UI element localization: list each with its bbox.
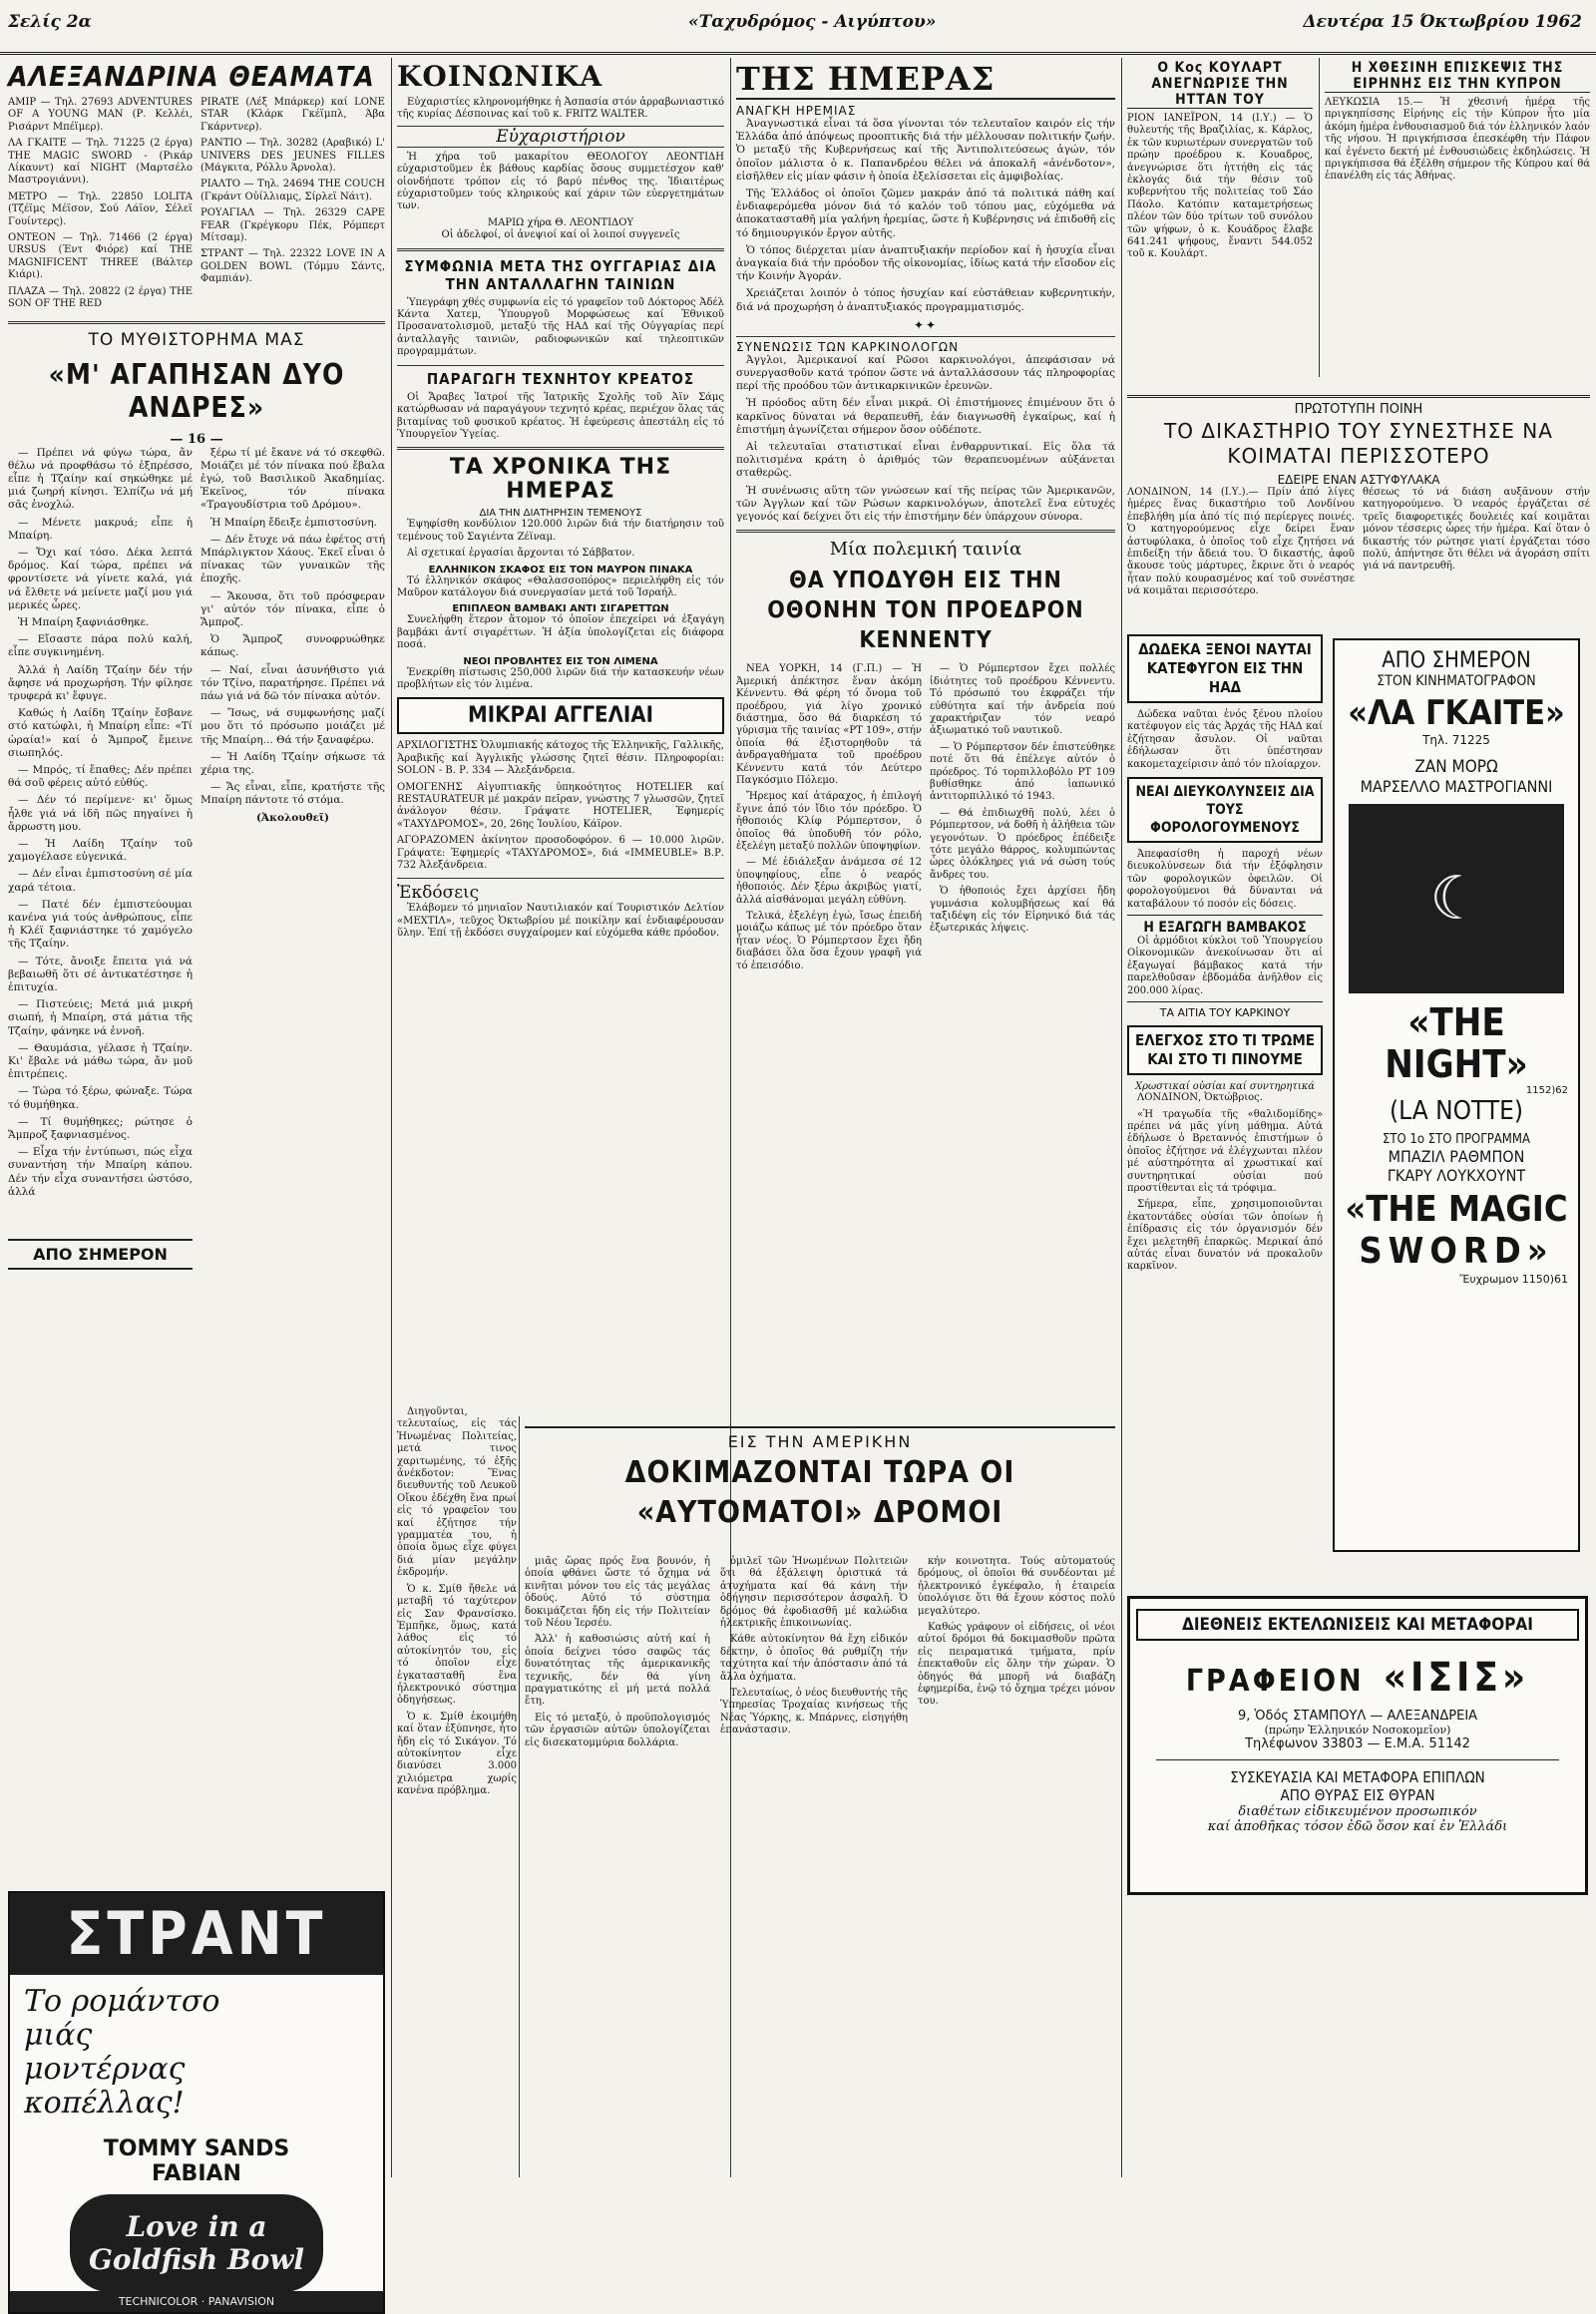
cancer2-paragraph: «Ἡ τραγωδία τῆς «θαλιδομίδης» πρέπει νά μᾶς γίνη μάθημα. Αὐτά ἐδήλωσε ὁ Βρεταννός ἐπιστήμων ὁ ὁποῖος ἐζήτησε νά ἐλέγχωνται πλέον μέ αὐστηρότητα αἱ χρωστικαί καί συντηρητικαί οὐσίαι πού προστίθενται εἰς τά τρόφιμα. — [1127, 1108, 1323, 1194]
isis-address: 9, Ὁδός ΣΤΑΜΠΟΥΛ — ΑΛΕΞΑΝΔΡΕΙΑ — [1237, 1709, 1478, 1724]
isis-phone: Τηλέφωνον 33803 — Ε.Μ.Α. 51142 — [1245, 1736, 1470, 1751]
novel-paragraph: ξέρω τί μέ ἔκανε νά τό σκεφθῶ. Μοιάζει μέ τόν πίνακα πού ἔβαλα ἐγώ, τοῦ Βασιλικοῦ Ἀκαδημίας. Ἐκεῖνος, τόν πίνακα «Τραγουδίστρια τοῦ Δρόμου». — [200, 446, 385, 512]
brief-heading: ΝΕΟΙ ΠΡΟΒΛΗΤΕΣ ΕΙΣ ΤΟΝ ΛΙΜΕΝΑ — [463, 655, 658, 667]
editions-title: Ἐκδόσεις — [397, 883, 480, 904]
classifieds-box — [397, 697, 724, 734]
film-still-image: ☾ — [1349, 804, 1564, 993]
film-paragraph: Ἤρεμος καί ἀτάραχος, ἡ ἐπιλογή ἔγινε ἀπό τόν ἴδιο τόν πρόεδρο. Ὁ ἠθοποιός Κλίφ Ρόμπερτσον, ὁ ὁποῖος θά ὑποδυθῆ τόν ρόλο, ἐξελέγη μεταξύ πολλῶν ὑποψηφίων. — [736, 791, 922, 852]
classified-item: ΟΜΟΓΕΝΗΣ Αἰγυπτιακῆς ὑπηκοότητος HOTELIER καί RESTAURATEUR μέ μακράν πεῖραν, γνώστης 7 γλωσσῶν, ζητεῖ ἀνάλογον θέσιν. Γράψατε HOTELIER, Ἐφημερίς «ΤΑΧΥΔΡΟΜΟΣ», 20, 26ης Ἰουλίου, Κάϊρον. — [397, 781, 724, 830]
novel-paragraph: — Ἄς εἶναι, εἶπε, κρατήστε τῆς Μπαίρη πάντοτε τό στόμα. — [200, 781, 385, 807]
novel-paragraph: Ὁ Ἄμπροζ συνοφρυώθηκε κάπως. — [200, 633, 385, 659]
strand-ad-header: ΑΠΟ ΣΗΜΕΡΟΝ — [8, 1239, 193, 1270]
cyprus-title: Η ΧΘΕΣΙΝΗ ΕΠΙΣΚΕΨΙΣ ΤΗΣ ΕΙΡΗΝΗΣ ΕΙΣ ΤΗΝ ΚΥΠΡΟΝ — [1325, 60, 1590, 93]
cinema-ad-code: Ἔυχρωμον 1150)61 — [1459, 1273, 1568, 1286]
brief-sub: ΔΙΑ ΤΗΝ ΔΙΑΤΗΡΗΣΙΝ ΤΕΜΕΝΟΥΣ — [479, 508, 642, 520]
right-news-column — [1127, 628, 1323, 1636]
novel-paragraph: — Ἄκουσα, ὅτι τοῦ πρόσφεραν γι' αὐτόν τόν πίνακα, εἶπε ὁ Ἄμπροζ. — [200, 589, 385, 628]
brief-heading: ΕΠΙΠΛΕΟΝ ΒΑΜΒΑΚΙ ΑΝΤΙ ΣΙΓΑΡΕΤΤΩΝ — [452, 603, 669, 615]
day-paragraph: Χρειάζεται λοιπόν ὁ τόπος ἡσυχίαν καί εὐστάθειαν κυβερνητικήν, διά νά προχωρήση ὁ ἀναπτυξιακός προγραμματισμός. — [736, 287, 1115, 313]
la-gaite-ad — [1333, 638, 1580, 1552]
novel-paragraph: — Εἶχα τήν ἐντύπωσι, πώς εἶχα συναντήση τήν Μπαίρη κάπου. Δέν τήν εἶχα συναντήσει ὡστόσο, ἀλλά — [8, 1146, 193, 1198]
paper-name: «Ταχυδρόμος - Αιγύπτου» — [688, 12, 937, 32]
cancer-title: ΣΥΝΕΝΩΣΙΣ ΤΩΝ ΚΑΡΚΙΝΟΛΟΓΩΝ — [736, 336, 1115, 354]
sailors-title: ΔΩΔΕΚΑ ΞΕΝΟΙ ΝΑΥΤΑΙ ΚΑΤΕΦΥΓΟΝ ΕΙΣ ΤΗΝ ΗΑΔ — [1138, 640, 1312, 696]
film-paragraph: Ὁ ἠθοποιός ἔχει ἀρχίσει ἤδη γυμνάσια κολυμβήσεως καί θά ταξιδέψη εἰς τόν Εἰρηνικό διά τάς ἐξωτερικάς λήψεις. — [930, 886, 1115, 935]
strand-ad-actor: TOMMY SANDS — [103, 2135, 290, 2161]
classifieds-title: ΜΙΚΡΑΙ ΑΓΓΕΛΙΑΙ — [468, 703, 653, 729]
novel-paragraph: — Εἴσαστε πάρα πολύ καλή, εἶπε συγκινημένη. — [8, 633, 193, 659]
novel-paragraph: — Πρέπει νά φύγω τώρα, ἄν θέλω νά προφθάσω τό ἐξπρέσσο, εἶπε ἡ Τζαίην καί σηκώθηκε μέ μιά ζωηρή κίνησι. Ἐλπίζω νά μή σᾶς ἐνοχλώ. — [8, 446, 193, 512]
novel-paragraph: — Ἴσως, νά συμφωνήσης μαζί μου ὅτι τό πρόσωπο μοιάζει μέ τῆς Μπαίρη... Θά τήν ξαναφέρω. — [200, 707, 385, 746]
isis-title: ΔΙΕΘΝΕΙΣ ΕΚΤΕΛΩΝΙΣΕΙΣ ΚΑΙ ΜΕΤΑΦΟΡΑΙ — [1136, 1609, 1579, 1641]
classified-item: ΑΡΧΙΛΟΓΙΣΤΗΣ Ὀλυμπιακής κάτοχος τῆς Ἑλληνικῆς, Γαλλικῆς, Ἀραβικῆς καί Ἀγγλικῆς γλώσσης ζητεῖ θέσιν. Πληροφορίαι: SOLON - Β. Ρ. 334 — Ἀλεξάνδρεια. — [397, 740, 724, 777]
isis-address-note: (πρώην Ἑλληνικόν Νοσοκομεῖον) — [1264, 1724, 1451, 1736]
meat-body: Οἱ Ἄραβες Ἰατροί τῆς Ἰατρικῆς Σχολῆς τοῦ Ἀϊν Σάμς κατώρθωσαν νά παραγάγουν τεχνητό κρέας, περιέχον ὅλας τάς βιταμίνας τοῦ φυσικοῦ κρέατος. Ἡ ἐφεύρεσις ἀπεστάλη εἰς τό Ὑπουργεῖον Ὑγείας. — [397, 391, 724, 440]
argentina-story — [1127, 58, 1313, 387]
novel-paragraph: — Τότε, ἄνοιξε ἔπειτα γιά νά βεβαιωθῆ ὅτι σέ ἀντικατέστησε ἡ ἐπιτυχία. — [8, 955, 193, 994]
cancer-paragraph: Ἡ συνένωσις αὕτη τῶν γνώσεων καί τῆς πείρας τῶν Ἀμερικανῶν, τῶν Ἀγγλων καί τῶν Ρώσων καρκινολόγων, ἀποτελεῖ ἕνα εὐτυχές γεγονός καί δείχνει ὅτι εἰς τήν ἐπιστήμην δέν ὑπάρχουν σύνορα. — [736, 484, 1115, 524]
tax-body: Ἀπεφασίσθη ἡ παροχή νέων διευκολύνσεων διά τήν ἐξόφλησιν τῶν φορολογικῶν ὀφειλῶν. Οἱ φορολογούμενοι θά δύνανται νά καταβάλουν τό ποσόν εἰς δόσεις. — [1127, 849, 1323, 910]
film-title: ΘΑ ΥΠΟΔΥΘΗ ΕΙΣ ΤΗΝ ΟΘΟΝΗΝ ΤΟΝ ΠΡΟΕΔΡΟΝ ΚΕΝΝΕΝΤΥ — [767, 568, 1084, 654]
novel-paragraph: Καθώς ἡ Λαίδη Τζαίην ἔσβανε στό κατώφλι, ἡ Μπαίρη εἶπε: «Τί ὡραία!» καί ὁ Ἄμπροζ ἔμεινε σιωπηλός. — [8, 707, 193, 759]
novel-paragraph: — Δέν τό περίμενε· κι' ὅμως ἦλθε γιά νά ἰδῆ πῶς πηγαίνει ἡ ἄρρωστη μου. — [8, 794, 193, 833]
isis-ad — [1127, 1596, 1588, 1895]
cancer-paragraph: Ἡ πρόοδος αὕτη δέν εἶναι μικρά. Οἱ ἐπιστήμονες ἐπιμένουν ὅτι ὁ καρκῖνος δύναται νά θεραπευθῆ, ἐάν διαγνωσθῆ ἐγκαίρως, καί ἡ ἐπιστήμη ἀγωνίζεται σήμερον ὅσον οὐδέποτε. — [736, 397, 1115, 436]
masthead-strip — [0, 0, 1596, 55]
cinema-ad-actor: ΜΠΑΖΙΛ ΡΑΘΜΠΟΝ — [1388, 1147, 1525, 1166]
day-paragraph: Ἀναγνωστικά εἶναι τά ὅσα γίνονται τόν τελευταῖον καιρόν εἰς τήν Ἑλλάδα ἀπό ἀπόψεως προοπτικῆς διά τήν μέλλουσαν πολιτικήν ζωήν. Ὁ μεταξύ τῆς Κυβερνήσεως καί τῆς Ἀντιπολιτεύσεως ἀγών, τόν ὁποῖον μάλιστα ὁ κ. Παπανδρέου θέλει νά ἀποκαλῆ «ἀνένδοτον», εἰσῆλθεν εἰς μίαν φάσιν ἡ ὁποία ἐξελίσσεται εἰς ἀμφιβολίας. — [736, 118, 1115, 183]
strand-ad-venue: ΣΤΡΑΝΤ — [10, 1893, 383, 1975]
cinema-ad-line: ΣΤΟ 1ο ΣΤΟ ΠΡΟΓΡΑΜΜΑ — [1382, 1132, 1530, 1147]
america-paragraph: κήν κοινοτητα. Τούς αὐτοματούς δρόμους, οἱ ὁποῖοι θά συνδέονται μέ ἠλεκτρονικό ἐγκέφαλο, ἡ ἐταιρεία ὑπολόγισε ὅτι θά ἔχουν κόστος πολύ μεγαλύτερο. — [918, 1556, 1115, 1617]
court-title: ΤΟ ΔΙΚΑΣΤΗΡΙΟ ΤΟΥ ΣΥΝΕΣΤΗΣΕ ΝΑ ΚΟΙΜΑΤΑΙ ΠΕΡΙΣΣΟΤΕΡΟ — [1164, 419, 1553, 468]
cinema-ad-line: ΑΠΟ ΣΗΜΕΡΟΝ — [1382, 648, 1531, 673]
theater-entry: ΡΑΝΤΙΟ — Τηλ. 30282 (Αραβικό) L' UNIVERS DES JEUNES FILLES (Μάγκιτα, Ρόλλυ Άρνολα). — [200, 138, 385, 175]
day-paragraph: Τῆς Ἑλλάδος οἱ ὁποῖοι ζῶμεν μακράν ἀπό τά πολιτικά πάθη καί ἐνδιαφερόμεθα μόνον διά τό καλόν τοῦ τόπου μας, εὐχόμεθα νά ἀποκατασταθῆ μία γαλήνη ἠρεμίας, ὥστε ἡ Κυβέρνησις νά ἐπιδοθῆ εἰς τό δημιουργικόν ἔργον αὐτῆς. — [736, 188, 1115, 239]
novel-paragraph: — Ὄχι καί τόσο. Δέκα λεπτά δρόμος. Καί τώρα, πρέπει νά φροντίσετε νά γίνετε καλά, γιά νά ἔλθετε νά μείνετε μαζί μου γιά μερικές ὧρες. — [8, 546, 193, 611]
strand-ad-film: Love in a Goldfish Bowl — [70, 2194, 323, 2292]
novel-title: «Μ' ΑΓΑΠΗΣΑΝ ΔΥΟ ΑΝΔΡΕΣ» — [48, 357, 345, 424]
novel-paragraph: — Ἡ Λαίδη Τζαίην σήκωσε τά χέρια της. — [200, 750, 385, 776]
america-paragraph: Κάθε αὐτοκίνητον θά ἔχη εἰδικόν δέκτην, ὁ ὁποῖος θά ρυθμίζη τήν ταχύτητα καί τήν ἀπόστασιν ἀπό τά ἄλλα ὀχήματα. — [720, 1634, 908, 1683]
strand-ad-footer: TECHNICOLOR · PANAVISION — [10, 2291, 383, 2312]
theater-entry: ΡΙΑΛΤΟ — Τηλ. 24694 THE COUCH (Γκράντ Οὐίλλιαμς, Σίρλεϊ Νάιτ). — [200, 179, 385, 202]
day-title: ΤΗΣ ΗΜΕΡΑΣ — [736, 60, 1115, 100]
cyprus-story — [1325, 58, 1590, 387]
cinema-ad-film-alt: (LA NOTTE) — [1389, 1096, 1524, 1126]
court-body: ΛΟΝΔΙΝΟΝ, 14 (Ι.Υ.).— Πρίν ἀπό λίγες ἡμέρες ἕνας δικαστήριο τοῦ Λονδίνου ἐπεβλήθη μία ἀπό τίς πιό περίεργες ποινές. Ὁ κατηγορούμενος εἶχε δείρει ἕναν ἀστυφύλακα, ὁ ὁποῖος τοῦ εἶχε ζητήσει νά ἐπιδείξη τήν ἄδειά του. Ὁ δικαστής, ἀφοῦ ἄκουσε τούς μάρτυρες, ἔκρινε ὅτι ὁ νεαρός ἦταν πολύ κουρασμένος καί τοῦ συνέστησε νά κοιμᾶται περισσότερο. — [1127, 487, 1355, 597]
cotton-title: Η ΕΞΑΓΩΓΗ ΒΑΜΒΑΚΟΣ — [1127, 915, 1323, 936]
cinema-ad-actor: ΓΚΑΡΥ ΛΟΥΚΧΟΥΝΤ — [1387, 1166, 1526, 1185]
strand-ad-actor: FABIAN — [152, 2160, 241, 2186]
sailors-body: Δώδεκα ναῦται ἑνός ξένου πλοίου κατέφυγον εἰς τάς Ἀρχάς τῆς ΗΑΔ καί ἐζήτησαν ἄσυλον. Οἱ ναῦται ἐδήλωσαν ὅτι ὑπέστησαν κακομεταχείρισιν ἀπό τόν πλοίαρχον. — [1127, 709, 1323, 770]
brief-text: Ἐνεκρίθη πίστωσις 250,000 λιρῶν διά τήν κατασκευήν νέων προβλήτων εἰς τόν λιμένα. — [397, 666, 724, 690]
film-paragraph: — Θά ἐπιδιωχθῆ πολύ, λέει ὁ Ρόμπερτσον, νά δοθῆ ἡ ἀλήθεια τῶν γεγονότων. Ὁ πρόεδρος ἐπέδειξε τότε μεγάλο θάρρος, κολυμπώντας ὧρες ὁλόκληρες γιά νά σώση τούς ἄνδρες του. — [930, 807, 1115, 881]
separator-icon: ✦✦ — [913, 317, 939, 332]
argentina-title: Ο Κος ΚΟΥΛΑΡΤ ΑΝΕΓΝΩΡΙΣΕ ΤΗΝ ΗΤΤΑΝ ΤΟΥ — [1127, 60, 1313, 109]
cinema-ad-actor: ΖΑΝ ΜΟΡΩ — [1414, 757, 1498, 777]
america-col-2 — [525, 1556, 710, 2170]
cotton-body: Οἱ ἁρμόδιοι κύκλοι τοῦ Ὑπουργείου Οἰκονομικῶν ἀνεκοίνωσαν ὅτι αἱ ἐξαγωγαί βάμβακος κατά τήν παρελθοῦσαν ἑβδομάδα ἀνῆλθον εἰς 200.000 λίρας. — [1127, 936, 1323, 996]
novel-paragraph: — Πιστεύεις; Μετά μιά μικρή σιωπή, ἡ Μπαίρη, στά μάτια τῆς Τζαίην, φάνηκε νά ἐννοῆ. — [8, 998, 193, 1037]
issue-date: Δευτέρα 15 Όκτωβρίου 1962 — [1303, 12, 1582, 32]
thanks-title: Εὐχαριστήριον — [397, 126, 724, 148]
theater-entry: ΠΛΑΖΑ — Τηλ. 20822 (2 έργα) THE SON OF THE RED — [8, 285, 193, 310]
america-paragraph: μιᾶς ὥρας πρός ἕνα βουνόν, ἡ ὁποία φθάνει ὥστε τό ὄχημα νά κινῆται μόνον του εἰς τάς μεγάλας ὁδούς. Αὐτό τό σύστημα δοκιμάζεται ἤδη εἰς τήν Πολιτείαν τοῦ Νέου Ἰερσέυ. — [525, 1556, 710, 1630]
theater-entry: PIRATE (Λέξ Μπάρκερ) καί LONE STAR (Κλάρκ Γκέϊμπλ, Άβα Γκάρντνερ). — [200, 97, 385, 133]
america-paragraph: Διηγοῦνται, τελευταίως, εἰς τάς Ἡνωμένας Πολιτείας, μετά τινος χαριτωμένης, τό ἑξῆς ἀνέκδοτον: Ἕνας διευθυντής τοῦ Λευκοῦ Οἴκου ἐδέχθη ἕνα πρωί εἰς τό γραφεῖον του καί ἐζήτησε τήν γραμματέα του, ἡ ὁποία ὅμως εἶχε φύγει διά μίαν μεγάλην ἐκδρομήν. — [397, 1406, 517, 1579]
brief-text: Αἱ σχετικαί ἐργασίαι ἄρχονται τό Σάββατον. — [407, 548, 635, 560]
novel-kicker: ΤΟ ΜΥΘΙΣΤΟΡΗΜΑ ΜΑΣ — [88, 329, 305, 350]
theater-entry: ΜΕΤΡΟ — Τηλ. 22850 LOLITA (Τζέϊμς Μέϊσον, Σού Λάϊον, Σέλεϊ Γουίντερς). — [8, 191, 193, 227]
america-paragraph: Ἀλλ' ἡ καθοσιώσις αὐτή καί ἡ ὁποία δείχνει τόσο σαφῶς τάς δυνατότητας τῆς ἀμερικανικῆς τεχνικῆς, δέν θά γίνη πραγματικότης εἰ μή μετά πολλά ἔτη. — [525, 1634, 710, 1708]
isis-name: «ΙΣΙΣ» — [1383, 1655, 1530, 1701]
theater-entry: ΟΝΤΕΟΝ — Τηλ. 71466 (2 έργα) URSUS (Έντ Φιόρε) καί THE MAGNIFICENT THREE (Βάλτερ Κιάρι). — [8, 232, 193, 281]
cinema-ad-code: 1152)62 — [1525, 1085, 1568, 1096]
theater-entry: ΛΑ ΓΚΑΙΤΕ — Τηλ. 71225 (2 έργα) THE MAGIC SWORD - (Ρικάρ Λίκαυντ) καί NIGHT (Μαρτσέλο Μαστρογιάννι). — [8, 138, 193, 187]
cinema-ad-actor: ΜΑΡΣΕΛΛΟ ΜΑΣΤΡΟΓΙΑΝΝΙ — [1360, 777, 1553, 796]
court-story — [1127, 395, 1590, 627]
cancer2-paragraph: Σήμερα, εἶπε, χρησιμοποιοῦνται ἑκατοντάδες οὐσίαι τῶν ὁποίων ἡ ἐπίδρασις εἰς τόν ὀργανισμόν δέν ἔχει μελετηθῆ ἐπαρκῶς. Μερικαί ἀπό αὐτάς εἶναι δυνατόν νά προκαλοῦν καρκῖνον. — [1127, 1199, 1323, 1273]
cancer-paragraph: Αἱ τελευταῖαι στατιστικαί εἶναι ἐνθαρρυντικαί. Εἰς ὅλα τά πολιτισμένα κράτη ὁ ἀριθμός τῶν θεραπευομένων αὐξάνεται σταθερῶς. — [736, 441, 1115, 480]
social-column — [397, 58, 724, 1416]
novel-paragraph: — Δέν ἔτυχε νά πάω ἐφέτος στή Μπάρλιγκτον Χάους. Ἐκεῖ εἶναι ὁ πίνακας τῶν γυναικῶν τῆς ἐποχῆς. — [200, 533, 385, 585]
cinema-ad-venue: «ΛΑ ΓΚΑΙΤΕ» — [1348, 693, 1565, 733]
isis-line: ΑΠΟ ΘΥΡΑΣ ΕΙΣ ΘΥΡΑΝ — [1280, 1786, 1435, 1804]
novel-paragraph: — Δέν εἶναι ἐμπιστοσύνη σέ μία χαρά τέτοια. — [8, 868, 193, 894]
court-sub: ΕΔΕΙΡΕ ΕΝΑΝ ΑΣΤΥΦΥΛΑΚΑ — [1277, 473, 1440, 487]
strand-ad-tagline: Το ρομάντσο μιάς μοντέρνας κοπέλλας! — [24, 1983, 220, 2121]
cancer2-kicker: ΤΑ ΑΙΤΙΑ ΤΟΥ ΚΑΡΚΙΝΟΥ — [1127, 1001, 1323, 1019]
cinema-ad-film: SWORD» — [1359, 1231, 1554, 1272]
cancer2-title: ΕΛΕΓΧΟΣ ΣΤΟ ΤΙ ΤΡΩΜΕ ΚΑΙ ΣΤΟ ΤΙ ΠΙΝΟΥΜΕ — [1134, 1031, 1315, 1069]
theaters-listing — [8, 97, 385, 315]
theater-entry: ΣΤΡΑΝΤ — Τηλ. 22322 LOVE IN A GOLDEN BOWL (Τόμμυ Σάντς, Φαμπιάν). — [200, 248, 385, 285]
novel-paragraph: Ἡ Μπαίρη ξαφνιάσθηκε. — [18, 615, 150, 628]
film-body — [736, 663, 1115, 976]
film-kicker: Μία πολεμική ταινία — [829, 539, 1022, 561]
brief-heading: ΕΛΛΗΝΙΚΟΝ ΣΚΑΦΟΣ ΕΙΣ ΤΟΝ ΜΑΥΡΟΝ ΠΙΝΑΚΑ — [428, 564, 693, 576]
editions-body: Ἐλάβομεν τό μηνιαῖον Ναυτιλιακόν καί Τουριστικόν Δελτίον «ΜΕΧΤΙΛ», τεῦχος Ὀκτωβρίου μέ ποικίλην καί ἐνδιαφέρουσαν ὕλην. Ἐπί τῇ ἐκδόσει συγχαίρομεν καί εὐχόμεθα κάθε πρόοδον. — [397, 903, 724, 940]
america-col-3 — [720, 1556, 908, 2170]
novel-paragraph: — Ναί, εἶναι ἀσυνήθιστο γιά τόν Τζίνο, παρατήρησε. Πρέπει νά πάω γιά νά δῶ τόν πίνακα αὐτόν. — [200, 663, 385, 702]
america-col-4 — [918, 1556, 1115, 2170]
hungary-title: ΣΥΜΦΩΝΙΑ ΜΕΤΑ ΤΗΣ ΟΥΓΓΑΡΙΑΣ ΔΙΑ ΤΗΝ ΑΝΤΑΛΛΑΓΗΝ ΤΑΙΝΙΩΝ — [404, 256, 717, 293]
strand-ad — [8, 1891, 385, 2314]
cancer2-sub: Χρωστικαί οὐσίαι καί συντηρητικά — [1134, 1081, 1316, 1093]
theaters-title: ΑΛΕΞΑΝΔΡΙΝΑ ΘΕΑΜΑΤΑ — [8, 60, 375, 93]
social-intro: Εὐχαριστίες κληρονομήθηκε ἡ Ἀσπασία στόν ἀρραβωνιαστικό τῆς κυρίας Δέσποινας καί τοῦ κ. FRITZ WALTER. — [397, 97, 724, 121]
meat-title: ΠΑΡΑΓΩΓΗ ΤΕΧΝΗΤΟΥ ΚΡΕΑΤΟΣ — [426, 369, 695, 388]
court-kicker: ΠΡΩΤΟΤΥΠΗ ΠΟΙΝΗ — [1294, 402, 1423, 417]
brief-text: Ἐψηφίσθη κονδύλιον 120.000 λιρῶν διά τήν διατήρησιν τοῦ τεμένους τοῦ Σαγιέντα Ζέϊναμ. — [397, 519, 724, 543]
america-paragraph: Εἰς τό μεταξύ, ὁ προϋπολογισμός τῶν ἐργασιῶν αὐτῶν ὑπολογίζεται εἰς δισεκατομμύρια δολλάρια. — [525, 1712, 710, 1748]
novel-paragraph: — Μπρός, τί ἔπαθες; Δέν πρέπει θά σοῦ φέρεις αὐτό εὐθύς. — [8, 763, 193, 790]
novel-paragraph: — Ἡ Λαίδη Τζαίην τοῦ χαμογέλασε εὐγενικά. — [8, 837, 193, 864]
film-paragraph: — Μέ ἐδιάλεξαν ἀνάμεσα σέ 12 ὑποψηφίους, εἶπε ὁ νεαρός ἠθοποιός. Δέν ξέρω ἀκριβῶς γιατί, ἀλλά αἰσθάνομαι μεγάλη εὐθύνη. — [736, 857, 922, 906]
film-paragraph: — Ὁ Ρόμπερτσον ἔχει πολλές ἰδιότητες τοῦ προέδρου Κέννεντυ. Τό πρόσωπό του ἐκφράζει τήν εὐθύτητα καί τήν ἀνδρεία πού χαρακτήριζαν τόν νεαρό ἀξιωματικό τοῦ ναυτικοῦ. — [930, 663, 1115, 737]
thanks-signature: ΜΑΡΙΩ χήρα Θ. ΛΕΟΝΤΙΔΟΥ Οἱ ἀδελφοί, οἱ ἀνεψιοί καί οἱ λοιποί συγγενεῖς — [441, 216, 680, 241]
day-paragraph: Ὁ τόπος διέρχεται μίαν ἀναπτυξιακήν περίοδον καί ἡ ἡσυχία εἶναι ἀναγκαία διά τήν πρόοδον τῆς οἰκονομίας, ἰδίως κατά τήν εἴσοδον εἰς τήν Κοινήν Ἀγοράν. — [736, 243, 1115, 283]
hungary-body: Ὑπεγράφη χθές συμφωνία εἰς τό γραφεῖον τοῦ Δόκτορος Ἀδέλ Κάντα Χατεμ, Ὑπουργοῦ Μορφώσεως καί Ἐθνικοῦ Προσανατολισμοῦ, μεταξύ τῆς ΗΑΔ καί τῆς Οὐγγαρίας περί ἀνταλλαγῆς ταινιῶν, ραδιοφωνικῶν καί τηλεοπτικῶν προγραμμάτων. — [397, 296, 724, 358]
isis-name: ΓΡΑΦΕΙΟΝ — [1185, 1664, 1365, 1699]
theater-entry: ΡΟΥΑΓΙΑΛ — Τηλ. 26329 CAPE FEAR (Γκρέγκορυ Πέκ, Ρόμπερτ Μίτσαμ). — [200, 207, 385, 244]
novel-paragraph: — Τώρα τό ξέρω, φώναξε. Τώρα τό θυμήθηκα. — [8, 1085, 193, 1111]
film-paragraph: Τελικά, ἐξελέγη ἐγώ, ἴσως ἐπειδή μοιάζω κάπως μέ τόν πρόεδρο ὅταν ἦταν νέος. Ὁ Ρόμπερτσον ἔχει ἤδη διαβάσει ὅλα ὅσα ἔχουν γραφῆ γιά τό ἐπεισόδιο. — [736, 911, 922, 971]
america-title: ΔΟΚΙΜΑΖΟΝΤΑΙ ΤΩΡΑ ΟΙ «ΑΥΤΟΜΑΤΟΙ» ΔΡΟΜΟΙ — [624, 1455, 1015, 1530]
america-col-1 — [397, 1406, 517, 2170]
cancer2-paragraph: ΛΟΝΔΙΝΟΝ, Ὀκτώβριος. — [1137, 1092, 1263, 1104]
cancer-paragraph: Ἀγγλοι, Ἀμερικανοί καί Ρῶσοι καρκινολόγοι, ἀπεφάσισαν νά συνεργασθοῦν κατά τρόπον ὥστε νά ἀνταλλάσσουν τάς πληροφορίας περί τῆς προόδου τῶν ἀντικαρκινικῶν ἐρευνῶν. — [736, 353, 1115, 393]
isis-line: ΣΥΣΚΕΥΑΣΙΑ ΚΑΙ ΜΕΤΑΦΟΡΑ ΕΠΙΠΛΩΝ — [1230, 1768, 1485, 1786]
argentina-body: ΡΙΟΝ ΙΑΝΕΪΡΟΝ, 14 (Ι.Υ.) — Ὁ θυλευτής τῆς Βραζιλίας, κ. Κάρλος, ἐκ τῶν κυριωτέρων συνεργατῶν τοῦ πρώην προέδρου κ. Κουαδρος, ἀνεγνώρισε ὅτι ἡττήθη εἰς τάς ἐκλογάς διά τήν θέσιν τοῦ κυβερνήτου τῆς πολιτείας τοῦ Σάο Πάολο. Κατόπιν καταμετρήσεως πλέον τῶν δύο τρίτων τοῦ συνόλου τῶν ψήφων, ὁ κ. Κουάδρος ἔλαβε 641.241 ψήφους, ἔναντι 544.052 τοῦ κ. Κουλάρτ. — [1127, 113, 1313, 260]
cinema-ad-film: «THE NIGHT» — [1385, 1000, 1528, 1086]
tax-title: ΝΕΑΙ ΔΙΕΥΚΟΛΥΝΣΕΙΣ ΔΙΑ ΤΟΥΣ ΦΟΡΟΛΟΓΟΥΜΕΝΟΥΣ — [1135, 784, 1315, 837]
america-paragraph: Ὁ κ. Σμίθ ἐκοιμήθη καί ὅταν ἐξύπνησε, ἦτο ἤδη εἰς τό Σικάγον. Τό αὐτοκίνητον εἶχε διανύσει 3.000 χιλιόμετρα χωρίς κανένα πρόβλημα. — [397, 1711, 517, 1797]
novel-paragraph: Ἡ Μπαίρη ἔδειξε ἐμπιστοσύνη. — [210, 516, 377, 529]
novel-paragraph: Ἀλλά ἡ Λαίδη Τζαίην δέν τήν ἄφησε νά προχωρήση. Τήν φίλησε τρυφερά κι' ἔφυγε. — [8, 663, 193, 702]
isis-line: καί ἀποθῆκας τόσον ἐδῶ ὅσον καί ἐν Ἑλλάδι — [1207, 1819, 1508, 1834]
brief-title: ΤΑ ΧΡΟΝΙΚΑ ΤΗΣ ΗΜΕΡΑΣ — [449, 455, 672, 505]
brief-text: Τό ἑλληνικόν σκάφος «Θαλασσοπόρος» περιελήφθη εἰς τόν Μαῦρον κατάλογον διά συνεργασίαν μετά τοῦ Ἰσραήλ. — [397, 575, 724, 598]
thanks-text: Ἡ χήρα τοῦ μακαρίτου ΘΕΟΛΟΓΟΥ ΛΕΟΝΤΙΔΗ εὐχαριστοῦμεν ἐκ βάθους καρδίας ὅσους συμμετέσχον καθ' οἱονδήποτε τρόπον εἰς τό βαρύ πένθος της. Ἰδιαιτέρως εὐχαριστοῦμεν τούς κληρικούς καί χάριν τῶν εὐεργετημάτων των. — [397, 151, 724, 212]
center-column — [736, 58, 1115, 1416]
day-subtitle: ΑΝΑΓΚΗ ΗΡΕΜΙΑΣ — [736, 104, 857, 118]
cinema-ad-phone: Τηλ. 71225 — [1422, 733, 1490, 747]
brief-text: Συνελήφθη ἕτερον ἄτομον τό ὁποῖον ἐπεχείρει νά ἐξαγάγη βαμβάκι ἀντί σιγαρέττων. Ἡ ἀξία ὑπολογίζεται εἰς διάφορα ποσά. — [397, 614, 724, 651]
cancer2-box — [1127, 1025, 1323, 1075]
cinema-ad-film: «THE MAGIC — [1345, 1189, 1568, 1230]
america-paragraph: ὁμιλεῖ τῶν Ἡνωμένων Πολιτειῶν ὅτι θά ἐξάλειψη ὁριστικά τά ἀτυχήματα καί θά κάνη τήν ὁδήγησιν περισσότερον ἀσφαλῆ. Ὁ δρόμος θά ἐφοδιασθῆ μέ καλώδια ἠλεκτρικῆς ἐπικοινωνίας. — [720, 1556, 908, 1630]
film-paragraph: ΝΕΑ ΥΟΡΚΗ, 14 (Γ.Π.) — Ἡ Ἀμερική ἀπέκτησε ἕναν ἀκόμη Κέννεντυ. Θά φέρη τό ὄνομα τοῦ προέδρου, γιά λίγο χρονικό διάστημα, ὅσο θά διαρκέση τό γύρισμα τῆς ταινίας «ΡΤ 109», στήν ὁποία θά ἐξιστορηθοῦν τά ἀνδραγαθήματα τοῦ προέδρου Κέννεντυ κατά τόν Δεύτερο Παγκόσμιο Πόλεμο. — [736, 663, 922, 786]
film-paragraph: — Ὁ Ρόμπερτσον δέν ἐπιστεύθηκε ποτέ ὅτι θά ἐπέλεγε αὐτόν ὁ πρόεδρος. Τό τορπιλλοβόλο ΡΤ 109 βυθίσθηκε ἀπό ἰαπωνικό ἀντιτορπιλλικό τό 1943. — [930, 741, 1115, 803]
cyprus-body: ΛΕΥΚΩΣΙΑ 15.— Ἡ χθεσινή ἡμέρα τῆς πριγκηπίσσης Εἰρήνης εἰς τήν Κύπρον ἦτο μία ἀκόμη ἡμέρα ἐνθουσιασμοῦ διά τόν ἑλληνικόν λαόν τῆς νήσου. Ἡ πριγκήπισσα ἐπεσκέφθη τήν Πάφον καί ἐγένετο δεκτή μέ ἐνθουσιώδεις ἐκδηλώσεις. Ἡ πριγκήπισσα θά ἐξέλθη σήμερον τῆς Κύπρου καί θά ἐπανέλθη εἰς τάς Ἀθήνας. — [1325, 97, 1590, 183]
novel-continued: (Ἀκολουθεῖ) — [255, 811, 330, 824]
america-paragraph: Τελευταίως, ὁ νέος διευθυντής τῆς Ὑπηρεσίας Τροχαίας κινήσεως τῆς Νέας Ὑόρκης, κ. Μπάρνες, εἰσηγήθη ἐπανάστασιν. — [720, 1688, 908, 1736]
left-column — [8, 58, 385, 2308]
novel-paragraph: — Πατέ δέν ἐμπιστεύουμαι κανένα γιά τούς ἀνθρώπους, εἶπε ἡ Κλέϊ ξαφνιάστηκε τό χαμόγελο τῆς Τζαίην. — [8, 898, 193, 951]
novel-chapter: — 16 — — [170, 431, 223, 447]
novel-paragraph: — Μένετε μακρυά; εἶπε ἡ Μπαίρη. — [8, 516, 193, 542]
court-body: θέσεως τό νά διάση αυξᾶνουν στήν κατηγορούμενο. Ὁ νεαρός ἐργάζεται σέ τρεῖς διαφορετικές δουλειές καί κοιμᾶται μόνον τέσσερις ὧρες τήν ἡμέρα. Καί ὅταν ὁ δικαστής τόν ρώτησε γιατί ἐργάζεται τόσο πολύ, ἀπήντησε ὅτι θέλει νά ἀγοράση σπίτι γιά νά παντρευθῆ. — [1363, 487, 1590, 573]
classified-item: ΑΓΟΡΑΖΟΜΕΝ ἀκίνητον προσοδοφόρον. 6 — 10.000 λιρῶν. Γράψατε: Ἐφημερίς «ΤΑΧΥΔΡΟΜΟΣ», διά «IMMEUBLE» Β.Ρ. 732 Ἀλεξάνδρεια. — [397, 835, 724, 872]
novel-body — [8, 447, 385, 1883]
sailors-box — [1127, 634, 1323, 703]
page-number: Σελίς 2α — [8, 12, 92, 32]
theater-entry: ΑΜΙΡ — Τηλ. 27693 ADVENTURES OF A YOUNG MAN (Ρ. Κελλέι, Ρισάρντ Μπέϊμερ). — [8, 97, 193, 133]
america-paragraph: Ὁ κ. Σμίθ ἤθελε νά μεταβῆ τό ταχύτερον εἰς Σαν Φρανσίσκο. Ἐμπῆκε, ὅμως, κατά λάθος εἰς τό αὐτοκίνητόν του, εἰς τό ὁποῖον εἶχε ἐγκατασταθῆ ἕνα ἠλεκτρονικό σύστημα ὁδηγήσεως. — [397, 1583, 517, 1707]
america-paragraph: Καθώς γράφουν οἱ εἰδήσεις, οἱ νέοι αὐτοί δρόμοι θά δοκιμασθοῦν πρῶτα εἰς πειραματικά τμήματα, πρίν ἐπεκταθοῦν εἰς ὅλην τήν χώραν. Ὁ ὁδηγός θά μπορῆ νά διαβάζη ἐφημερίδα, ἐνῷ τό ὄχημα τρέχει μόνον του. — [918, 1622, 1115, 1708]
tax-box — [1127, 777, 1323, 843]
social-title: ΚΟΙΝΩΝΙΚΑ — [397, 60, 603, 93]
cinema-ad-line: ΣΤΟΝ ΚΙΝΗΜΑΤΟΓΡΑΦΟΝ — [1377, 673, 1536, 689]
novel-paragraph: — Τί θυμήθηκες; ρώτησε ὁ Ἄμπροζ ξαφνιασμένος. — [8, 1115, 193, 1142]
america-kicker: ΕΙΣ ΤΗΝ ΑΜΕΡΙΚΗΝ — [727, 1432, 913, 1451]
novel-paragraph: — Θαυμάσια, γέλασε ἡ Τζαίην. Κι' ἔβαλε νά μάθω τώρα, ἄν μοῦ ἐπιτρέπεις. — [8, 1041, 193, 1081]
isis-line: διαθέτων εἰδικευμένον προσωπικόν — [1238, 1804, 1477, 1819]
